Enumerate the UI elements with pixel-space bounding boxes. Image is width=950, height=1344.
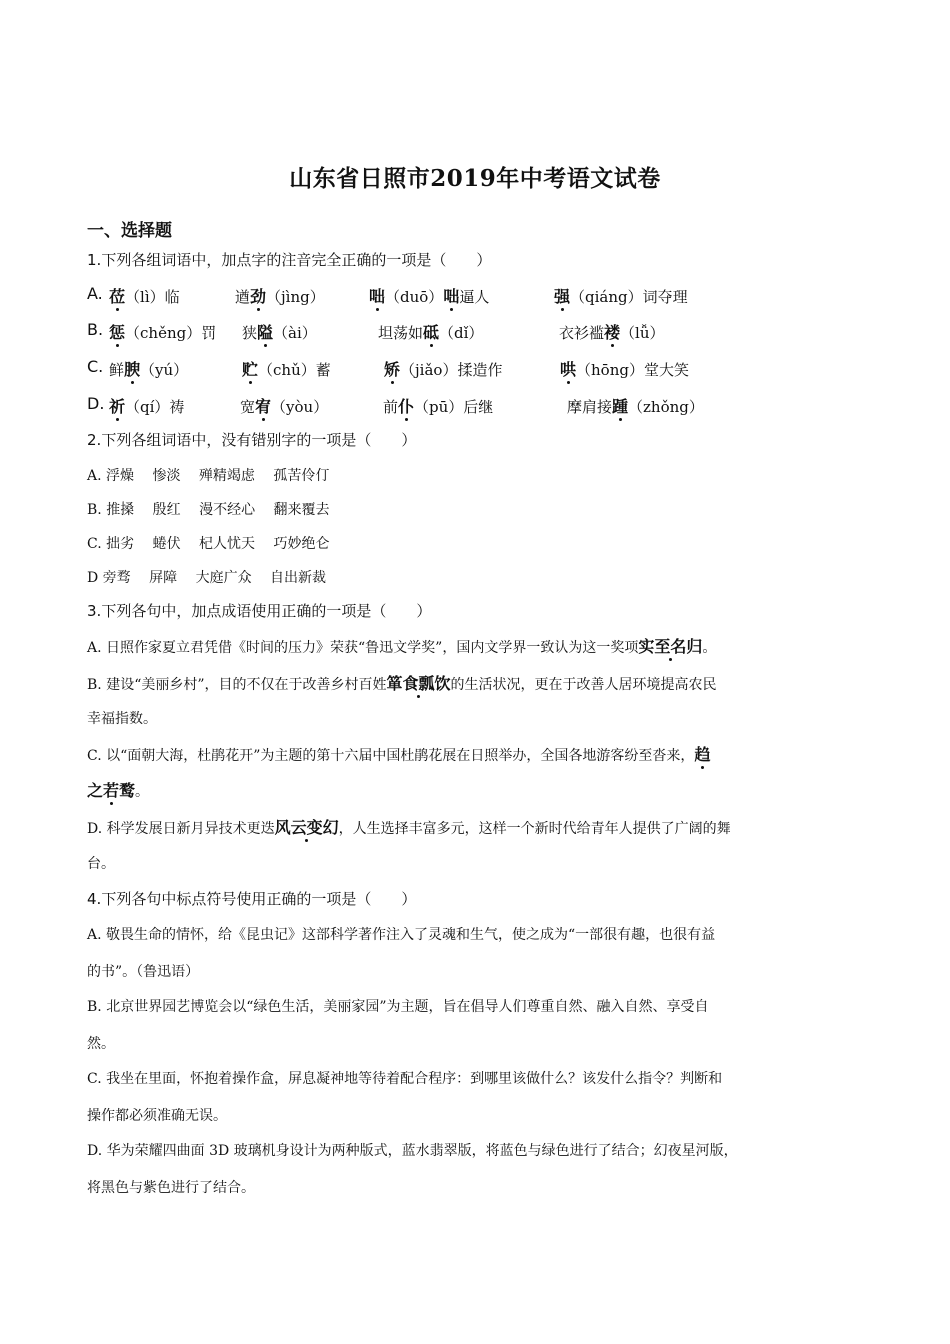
q3-option-c: C. 以“面朝大海，杜鹃花开”为主题的第十六届中国杜鹃花展在日照举办，全国各地游客纷至沓来，趋 xyxy=(87,745,711,764)
q2-option-b: B. 推搡 殷红 漫不经心 翻来覆去 xyxy=(87,502,330,518)
option-item: 前仆（pū）后继 xyxy=(383,397,494,416)
question-number: 1. xyxy=(87,251,102,269)
option-item: 坦荡如砥（dǐ） xyxy=(378,323,484,342)
q4-option-d: D. 华为荣耀四曲面 3D 玻璃机身设计为两种版式，蓝水翡翠版，将蓝色与绿色进行了结合；幻夜星河版， xyxy=(87,1143,738,1159)
option-item: 惩（chěng）罚 xyxy=(109,323,217,342)
option-letter: C. xyxy=(87,357,104,376)
page-title: 山东省日照市2019年中考语文试卷 xyxy=(289,165,661,192)
q2-option-c: C. 拙劣 蜷伏 杞人忧天 巧妙绝仑 xyxy=(87,536,330,552)
option-item: 贮（chǔ）蓄 xyxy=(242,360,331,379)
option-item: 矫（jiǎo）揉造作 xyxy=(384,360,503,379)
q3-option-a: A. 日照作家夏立君凭借《时间的压力》荣获“鲁迅文学奖”，国内文学界一致认为这一奖项实至名归。 xyxy=(87,637,717,656)
option-letter: A. xyxy=(87,284,103,303)
question-text: 下列各组词语中，加点字的注音完全正确的一项是（ ） xyxy=(101,251,492,269)
q3-option-d: D. 科学发展日新月异技术更迭风云变幻，人生选择丰富多元，这样一个新时代给青年人提供了广阔的舞 xyxy=(87,818,731,837)
q3-option-b: B. 建设“美丽乡村”，目的不仅在于改善乡村百姓箪食瓢饮的生活状况，更在于改善人居环境提高农民 xyxy=(87,674,717,693)
q4-option-a: A. 敬畏生命的情怀，给《昆虫记》这部科学著作注入了灵魂和生气，使之成为“一部很有趣，也很有益 xyxy=(87,927,716,943)
option-item: 狭隘（ài） xyxy=(242,323,317,342)
q4-option-c: C. 我坐在里面，怀抱着操作盒，屏息凝神地等待着配合程序：到哪里该做什么？该发什么指令？判断和 xyxy=(87,1071,723,1087)
option-item: 遒劲（jìng） xyxy=(235,287,325,306)
option-item: 咄（duō）咄逼人 xyxy=(369,287,490,306)
option-item: 强（qiáng）词夺理 xyxy=(554,287,688,306)
q4-option-c-cont: 操作都必须准确无误。 xyxy=(87,1108,227,1124)
option-item: 祈（qí）祷 xyxy=(109,397,185,416)
q3-option-b-cont: 幸福指数。 xyxy=(87,711,157,727)
q4-option-a-cont: 的书”。（鲁迅语） xyxy=(87,964,200,980)
option-letter: B. xyxy=(87,320,104,339)
q4-option-b-cont: 然。 xyxy=(87,1036,115,1052)
question-4-stem: 4.下列各句中标点符号使用正确的一项是（ ） xyxy=(87,890,417,908)
q3-option-d-cont: 台。 xyxy=(87,856,115,872)
q4-option-b: B. 北京世界园艺博览会以“绿色生活，美丽家园”为主题，旨在倡导人们尊重自然、融入自然、享受自 xyxy=(87,999,709,1015)
q2-option-d: D 旁骛 屏障 大庭广众 自出新裁 xyxy=(87,570,327,586)
option-item: 衣衫褴褛（lǚ） xyxy=(559,323,665,342)
question-3-stem: 3.下列各句中，加点成语使用正确的一项是（ ） xyxy=(87,602,432,620)
section-heading: 一、选择题 xyxy=(87,221,172,241)
option-item: 莅（lì）临 xyxy=(109,287,180,306)
option-item: 鲜腴（yú） xyxy=(109,360,189,379)
option-letter: D. xyxy=(87,394,105,413)
question-2-stem: 2.下列各组词语中，没有错别字的一项是（ ） xyxy=(87,431,417,449)
option-item: 宽宥（yòu） xyxy=(240,397,329,416)
q2-option-a: A. 浮燥 惨淡 殚精竭虑 孤苦伶仃 xyxy=(87,468,330,484)
q3-option-c-cont: 之若鹜。 xyxy=(87,781,150,800)
option-item: 哄（hōng）堂大笑 xyxy=(560,360,689,379)
q4-option-d-cont: 将黑色与紫色进行了结合。 xyxy=(87,1180,255,1196)
option-item: 摩肩接踵（zhǒng） xyxy=(567,397,704,416)
question-1-stem xyxy=(87,249,491,270)
